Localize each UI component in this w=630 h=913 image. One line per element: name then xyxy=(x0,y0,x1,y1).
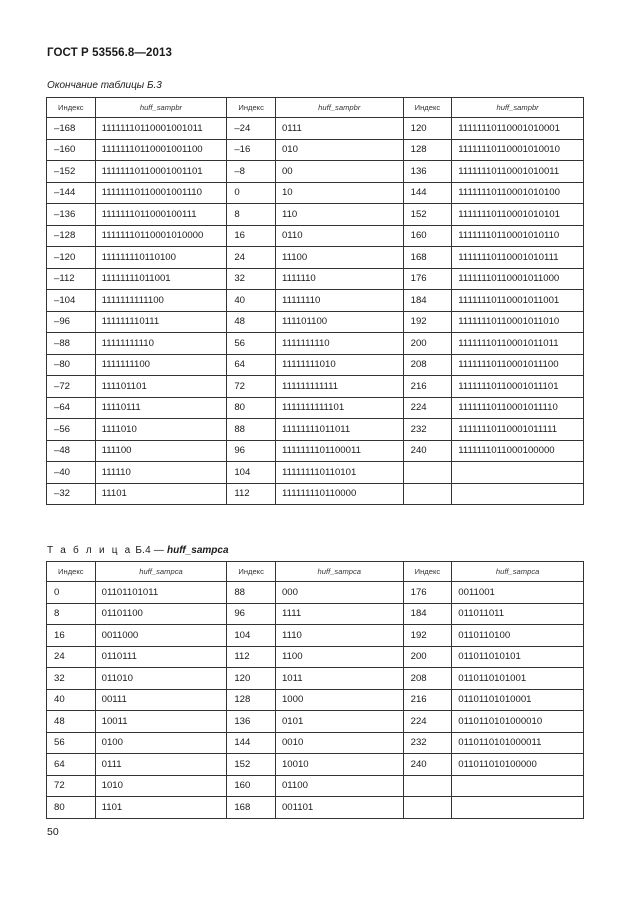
index-cell: –80 xyxy=(47,354,96,376)
code-cell: 11111110110001010010 xyxy=(452,139,584,161)
table-row xyxy=(47,376,584,398)
index-cell: 32 xyxy=(227,268,276,290)
code-cell: 1111 xyxy=(275,603,403,625)
table-row xyxy=(47,646,584,668)
code-cell: 11111110110001001110 xyxy=(95,182,227,204)
index-cell: –112 xyxy=(47,268,96,290)
index-cell: 168 xyxy=(227,797,276,819)
index-cell: –136 xyxy=(47,204,96,226)
table-row xyxy=(47,354,584,376)
code-cell: 1011 xyxy=(275,668,403,690)
code-cell: 111110 xyxy=(95,462,227,484)
table-row xyxy=(47,625,584,647)
index-cell: 72 xyxy=(227,376,276,398)
index-cell: 104 xyxy=(227,462,276,484)
code-cell xyxy=(452,775,584,797)
code-cell: 011011010100000 xyxy=(452,754,584,776)
header-code: huff_sampbr xyxy=(95,98,227,118)
code-cell: 111111110110000 xyxy=(275,483,403,505)
code-cell: 10010 xyxy=(275,754,403,776)
code-cell: 111111110111 xyxy=(95,311,227,333)
header-index: Индекс xyxy=(403,562,452,582)
code-cell: 01100 xyxy=(275,775,403,797)
index-cell: 152 xyxy=(227,754,276,776)
table-row xyxy=(47,139,584,161)
code-cell: 111111110110100 xyxy=(95,247,227,269)
code-cell: 00 xyxy=(275,161,403,183)
index-cell: 48 xyxy=(227,311,276,333)
code-cell: 1010 xyxy=(95,775,227,797)
code-cell: 110 xyxy=(275,204,403,226)
code-cell: 0101 xyxy=(275,711,403,733)
code-cell: 0011001 xyxy=(452,582,584,604)
table-row xyxy=(47,797,584,819)
index-cell: 8 xyxy=(227,204,276,226)
table-row xyxy=(47,333,584,355)
index-cell: 8 xyxy=(47,603,96,625)
index-cell: 168 xyxy=(403,247,452,269)
code-cell: 0111 xyxy=(275,118,403,140)
table-row xyxy=(47,247,584,269)
table-b4-caption-label: Т а б л и ц а xyxy=(47,545,133,556)
code-cell: 11111110110001011000 xyxy=(452,268,584,290)
index-cell: 192 xyxy=(403,625,452,647)
code-cell: 0100 xyxy=(95,732,227,754)
code-cell: 00111 xyxy=(95,689,227,711)
code-cell: 11111110110001010100 xyxy=(452,182,584,204)
code-cell: 0111 xyxy=(95,754,227,776)
table-b4-caption-number: Б.4 — xyxy=(132,545,168,556)
code-cell: 11111111011011 xyxy=(275,419,403,441)
code-cell: 11101 xyxy=(95,483,227,505)
code-cell: 1111110 xyxy=(275,268,403,290)
table-row xyxy=(47,775,584,797)
index-cell: 48 xyxy=(47,711,96,733)
header-code: huff_sampbr xyxy=(275,98,403,118)
code-cell: 011010 xyxy=(95,668,227,690)
index-cell: –64 xyxy=(47,397,96,419)
index-cell: 72 xyxy=(47,775,96,797)
index-cell: 152 xyxy=(403,204,452,226)
code-cell xyxy=(452,483,584,505)
index-cell: 96 xyxy=(227,440,276,462)
table-b3-caption: Окончание таблицы Б.3 xyxy=(47,80,162,91)
code-cell: 11111110110001011101 xyxy=(452,376,584,398)
code-cell: 11110111 xyxy=(95,397,227,419)
code-cell: 11111110110001001100 xyxy=(95,139,227,161)
table-row xyxy=(47,689,584,711)
table-row xyxy=(47,483,584,505)
index-cell: 128 xyxy=(403,139,452,161)
index-cell: 240 xyxy=(403,754,452,776)
code-cell: 0110110100 xyxy=(452,625,584,647)
code-cell: 01101101011 xyxy=(95,582,227,604)
code-cell: 11111110110001011010 xyxy=(452,311,584,333)
index-cell: 216 xyxy=(403,376,452,398)
code-cell: 11111110110001011011 xyxy=(452,333,584,355)
table-row xyxy=(47,268,584,290)
code-cell: 1111111011000100000 xyxy=(452,440,584,462)
index-cell: –144 xyxy=(47,182,96,204)
index-cell: –88 xyxy=(47,333,96,355)
index-cell: –72 xyxy=(47,376,96,398)
table-row xyxy=(47,440,584,462)
table-b4-caption xyxy=(47,545,229,556)
code-cell: 0110110101000011 xyxy=(452,732,584,754)
index-cell: 184 xyxy=(403,290,452,312)
code-cell: 11111111011001 xyxy=(95,268,227,290)
table-row xyxy=(47,161,584,183)
code-cell: 11100 xyxy=(275,247,403,269)
code-cell: 0011000 xyxy=(95,625,227,647)
index-cell: 232 xyxy=(403,732,452,754)
index-cell: –32 xyxy=(47,483,96,505)
header-index: Индекс xyxy=(403,98,452,118)
index-cell: 208 xyxy=(403,354,452,376)
index-cell: –168 xyxy=(47,118,96,140)
index-cell: 192 xyxy=(403,311,452,333)
index-cell: 16 xyxy=(227,225,276,247)
index-cell: 216 xyxy=(403,689,452,711)
table-row xyxy=(47,668,584,690)
code-cell: 11111111010 xyxy=(275,354,403,376)
table-row xyxy=(47,290,584,312)
code-cell: 1111111110 xyxy=(275,333,403,355)
index-cell: –120 xyxy=(47,247,96,269)
index-cell: 24 xyxy=(227,247,276,269)
code-cell: 11111110110001010001 xyxy=(452,118,584,140)
index-cell xyxy=(403,462,452,484)
table-row xyxy=(47,204,584,226)
index-cell: 144 xyxy=(403,182,452,204)
table-row xyxy=(47,118,584,140)
code-cell: 0110110101000010 xyxy=(452,711,584,733)
index-cell: 80 xyxy=(227,397,276,419)
code-cell: 1110 xyxy=(275,625,403,647)
index-cell: 112 xyxy=(227,483,276,505)
code-cell: 111111110110101 xyxy=(275,462,403,484)
index-cell: 200 xyxy=(403,646,452,668)
header-code: huff_sampbr xyxy=(452,98,584,118)
index-cell xyxy=(403,483,452,505)
index-cell: 32 xyxy=(47,668,96,690)
code-cell: 11111110110001011100 xyxy=(452,354,584,376)
table-header-row xyxy=(47,98,584,118)
table-row xyxy=(47,397,584,419)
index-cell: 136 xyxy=(403,161,452,183)
code-cell: 11111110110001010110 xyxy=(452,225,584,247)
index-cell: –48 xyxy=(47,440,96,462)
table-b4-caption-name: huff_sampca xyxy=(167,545,229,556)
table-row xyxy=(47,582,584,604)
code-cell: 111100 xyxy=(95,440,227,462)
code-cell: 1111010 xyxy=(95,419,227,441)
index-cell: 96 xyxy=(227,603,276,625)
index-cell: –128 xyxy=(47,225,96,247)
header-code: huff_sampca xyxy=(95,562,227,582)
code-cell: 11111110110001001101 xyxy=(95,161,227,183)
header-code: huff_sampca xyxy=(452,562,584,582)
code-cell xyxy=(452,797,584,819)
code-cell: 000 xyxy=(275,582,403,604)
index-cell xyxy=(403,797,452,819)
index-cell: 104 xyxy=(227,625,276,647)
index-cell: 160 xyxy=(403,225,452,247)
code-cell: 011011010101 xyxy=(452,646,584,668)
index-cell xyxy=(403,775,452,797)
code-cell: 11111110110001011111 xyxy=(452,419,584,441)
index-cell: 176 xyxy=(403,582,452,604)
code-cell: 1111111111101 xyxy=(275,397,403,419)
index-cell: 208 xyxy=(403,668,452,690)
code-cell: 001101 xyxy=(275,797,403,819)
table-row xyxy=(47,732,584,754)
table-row xyxy=(47,711,584,733)
index-cell: –16 xyxy=(227,139,276,161)
index-cell: 224 xyxy=(403,397,452,419)
code-cell: 111101101 xyxy=(95,376,227,398)
code-cell: 11111110110001010101 xyxy=(452,204,584,226)
index-cell: 64 xyxy=(227,354,276,376)
header-code: huff_sampca xyxy=(275,562,403,582)
code-cell: 0110110101001 xyxy=(452,668,584,690)
index-cell: 88 xyxy=(227,419,276,441)
index-cell: 112 xyxy=(227,646,276,668)
table-b3 xyxy=(46,97,584,505)
index-cell: 184 xyxy=(403,603,452,625)
code-cell: 111101100 xyxy=(275,311,403,333)
index-cell: 120 xyxy=(227,668,276,690)
index-cell: –96 xyxy=(47,311,96,333)
index-cell: 0 xyxy=(47,582,96,604)
code-cell: 11111110110001011110 xyxy=(452,397,584,419)
code-cell: 11111110110001010011 xyxy=(452,161,584,183)
index-cell: –8 xyxy=(227,161,276,183)
index-cell: 128 xyxy=(227,689,276,711)
index-cell: 40 xyxy=(227,290,276,312)
table-row xyxy=(47,225,584,247)
code-cell: 1111111011000100111 xyxy=(95,204,227,226)
code-cell: 1101 xyxy=(95,797,227,819)
code-cell: 1111111101100011 xyxy=(275,440,403,462)
table-row xyxy=(47,419,584,441)
header-index: Индекс xyxy=(47,98,96,118)
code-cell: 01101100 xyxy=(95,603,227,625)
index-cell: 232 xyxy=(403,419,452,441)
code-cell: 11111110110001011001 xyxy=(452,290,584,312)
code-cell: 1100 xyxy=(275,646,403,668)
index-cell: –56 xyxy=(47,419,96,441)
page-number: 50 xyxy=(47,826,59,838)
header-index: Индекс xyxy=(227,98,276,118)
index-cell: 176 xyxy=(403,268,452,290)
index-cell: 160 xyxy=(227,775,276,797)
code-cell: 10 xyxy=(275,182,403,204)
code-cell: 01101101010001 xyxy=(452,689,584,711)
header-index: Индекс xyxy=(47,562,96,582)
table-row xyxy=(47,603,584,625)
index-cell: 120 xyxy=(403,118,452,140)
index-cell: 200 xyxy=(403,333,452,355)
table-row xyxy=(47,754,584,776)
index-cell: 24 xyxy=(47,646,96,668)
index-cell: 136 xyxy=(227,711,276,733)
code-cell: 11111110110001010000 xyxy=(95,225,227,247)
code-cell: 111111111111 xyxy=(275,376,403,398)
code-cell: 11111111110 xyxy=(95,333,227,355)
code-cell: 1111111100 xyxy=(95,354,227,376)
code-cell: 11111110 xyxy=(275,290,403,312)
index-cell: 144 xyxy=(227,732,276,754)
index-cell: –152 xyxy=(47,161,96,183)
index-cell: 56 xyxy=(47,732,96,754)
code-cell: 11111110110001010111 xyxy=(452,247,584,269)
table-row xyxy=(47,462,584,484)
index-cell: 40 xyxy=(47,689,96,711)
code-cell: 1000 xyxy=(275,689,403,711)
index-cell: 56 xyxy=(227,333,276,355)
index-cell: 88 xyxy=(227,582,276,604)
index-cell: 0 xyxy=(227,182,276,204)
index-cell: –104 xyxy=(47,290,96,312)
table-row xyxy=(47,311,584,333)
code-cell: 011011011 xyxy=(452,603,584,625)
index-cell: –160 xyxy=(47,139,96,161)
index-cell: –24 xyxy=(227,118,276,140)
table-header-row xyxy=(47,562,584,582)
code-cell: 0110111 xyxy=(95,646,227,668)
code-cell: 1111111111100 xyxy=(95,290,227,312)
code-cell: 11111110110001001011 xyxy=(95,118,227,140)
document-header: ГОСТ Р 53556.8—2013 xyxy=(47,47,172,59)
table-b4 xyxy=(46,561,584,819)
table-row xyxy=(47,182,584,204)
index-cell: 80 xyxy=(47,797,96,819)
header-index: Индекс xyxy=(227,562,276,582)
index-cell: 16 xyxy=(47,625,96,647)
code-cell xyxy=(452,462,584,484)
index-cell: 224 xyxy=(403,711,452,733)
code-cell: 010 xyxy=(275,139,403,161)
code-cell: 0010 xyxy=(275,732,403,754)
code-cell: 0110 xyxy=(275,225,403,247)
index-cell: 64 xyxy=(47,754,96,776)
index-cell: –40 xyxy=(47,462,96,484)
code-cell: 10011 xyxy=(95,711,227,733)
index-cell: 240 xyxy=(403,440,452,462)
